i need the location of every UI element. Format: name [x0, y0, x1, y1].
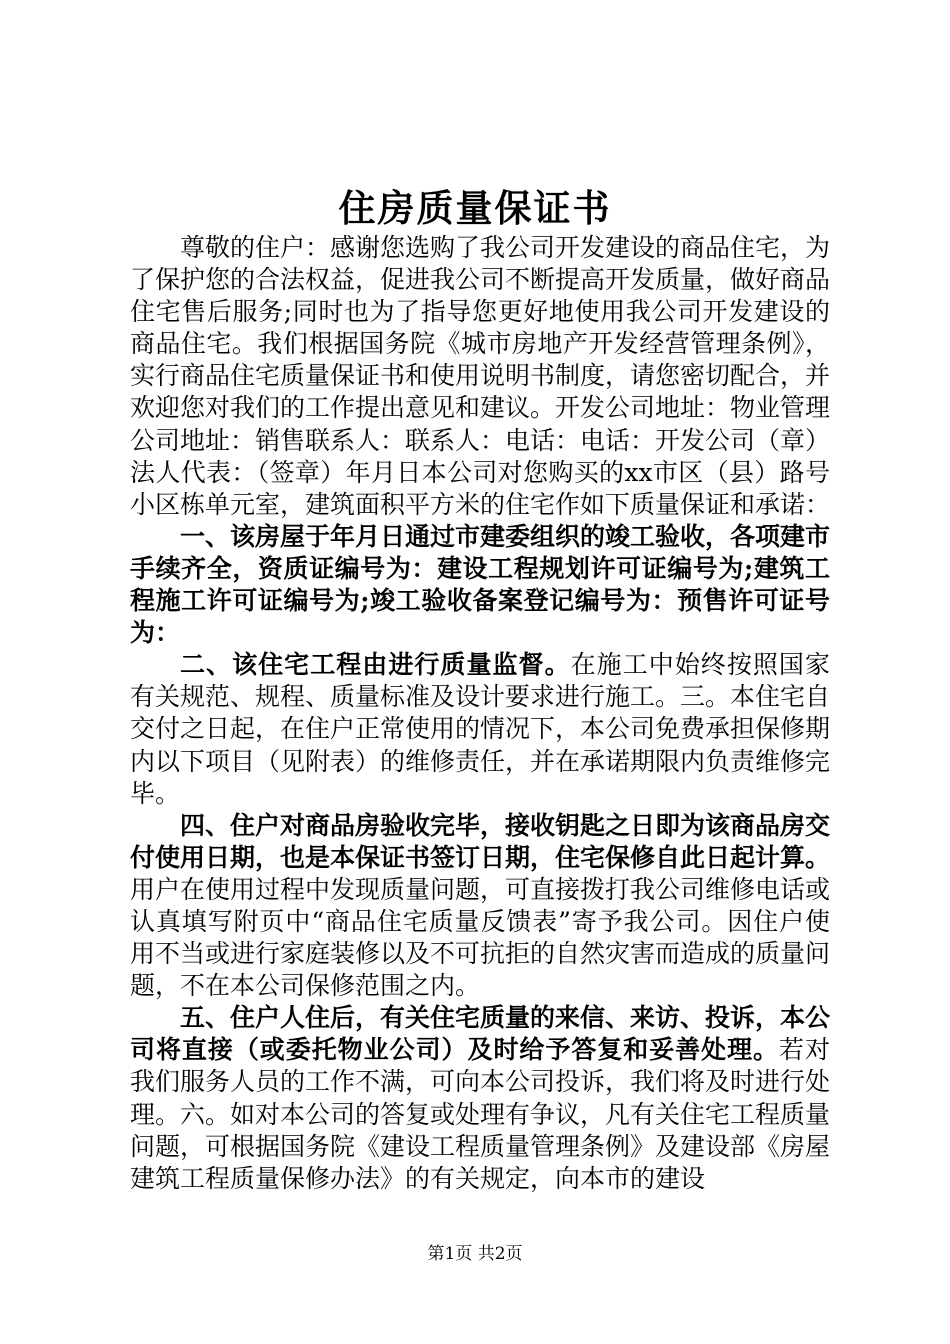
clause-5-heading: 五、住户人住后，有关住宅质量的来信、来访、投诉，本公司将直接（或委托物业公司）及时给予答复和妥善处理。 [130, 1003, 831, 1065]
paragraph-clause-2 [130, 649, 830, 809]
paragraph-clause-1 [130, 521, 830, 649]
clause-2-heading: 二、该住宅工程由进行质量监督。 [180, 650, 571, 680]
clause-4-text: 用户在使用过程中发现质量问题，可直接拨打我公司维修电话或认真填写附页中“商品住宅质量反馈表”寄予我公司。因住户使用不当或进行家庭装修以及不可抗拒的自然灾害而造成的质量问题，不在本公司保修范围之内。 [130, 874, 831, 1001]
paragraph-clause-5 [130, 1002, 830, 1195]
clause-5-text: 若对我们服务人员的工作不满，可向本公司投诉，我们将及时进行处理。六。如对本公司的答复或处理有争议，凡有关住宅工程质量问题，可根据国务院《建设工程质量管理条例》及建设部《房屋建筑工程质量保修办法》的有关规定，向本市的建设 [130, 1035, 831, 1193]
clause-2-text: 在施工中始终按照国家有关规范、规程、质量标准及设计要求进行施工。三。本住宅自交付之日起，在住户正常使用的情况下，本公司免费承担保修期内以下项目（见附表）的维修责任，并在承诺期限内负责维修完毕。 [130, 650, 831, 808]
document-body [130, 232, 830, 1195]
clause-1-heading: 一、该房屋于年月日通过市建委组织的竣工验收，各项建市手续齐全，资质证编号为：建设工程规划许可证编号为;建筑工程施工许可证编号为;竣工验收备案登记编号为：预售许可证号为： [130, 521, 831, 648]
clause-4-heading: 四、住户对商品房验收完毕，接收钥匙之日即为该商品房交付使用日期，也是本保证书签订日期，住宅保修自此日起计算。 [130, 810, 831, 872]
page-footer: 第1页 共2页 [427, 1244, 523, 1264]
paragraph-clause-4 [130, 810, 830, 1003]
paragraph-intro [130, 232, 830, 521]
document-title: 住房质量保证书 [338, 186, 612, 230]
paragraph-intro-text: 尊敬的住户：感谢您选购了我公司开发建设的商品住宅，为了保护您的合法权益，促进我公司不断提高开发质量，做好商品住宅售后服务;同时也为了指导您更好地使用我公司开发建设的商品住宅。我们根据国务院《城市房地产开发经营管理条例》，实行商品住宅质量保证书和使用说明书制度，请您密切配合，并欢迎您对我们的工作提出意见和建议。开发公司地址：物业管理公司地址：销售联系人：联系人：电话：电话：开发公司（章）法人代表：（签章）年月日本公司对您购买的xx市区（县）路号小区栋单元室，建筑面积平方米的住宅作如下质量保证和承诺： [130, 233, 831, 519]
